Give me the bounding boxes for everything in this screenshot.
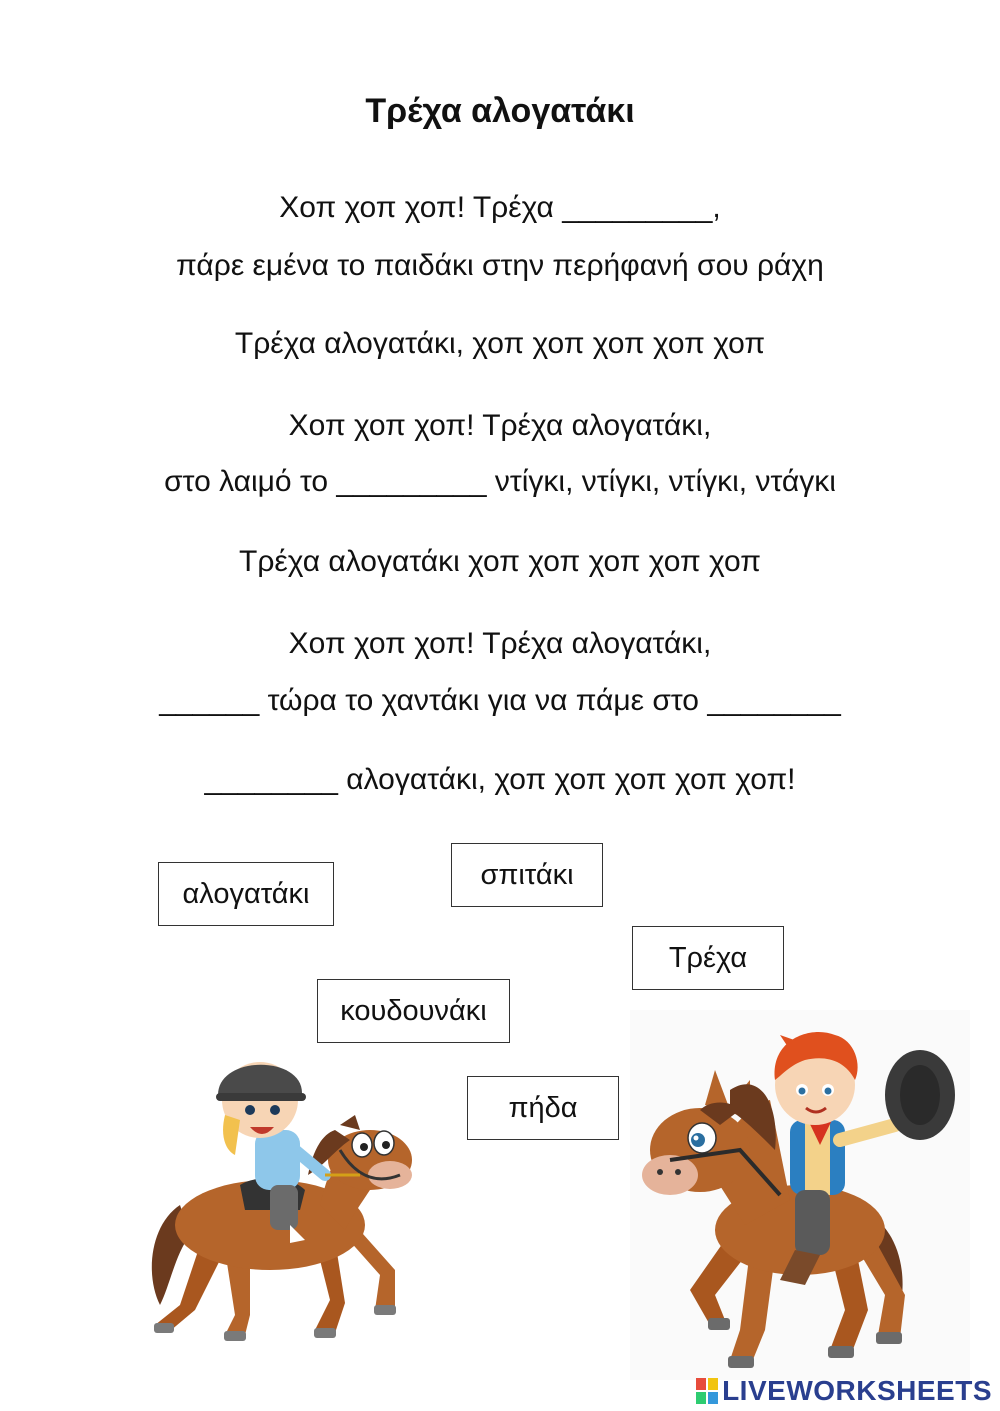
lyric-line-4: Χοπ χοπ χοπ! Τρέχα αλογατάκι, (288, 409, 712, 442)
boy-on-horse-illustration (630, 1010, 970, 1380)
girl-on-pony-illustration (140, 1035, 420, 1345)
lyric-line-9: ________ αλογατάκι, χοπ χοπ χοπ χοπ χοπ! (204, 763, 796, 796)
page-title: Τρέχα αλογατάκι (365, 92, 635, 130)
word-card-trecha[interactable]: Τρέχα (632, 926, 784, 990)
word-card-pida[interactable]: πήδα (467, 1076, 619, 1140)
lyric-line-7: Χοπ χοπ χοπ! Τρέχα αλογατάκι, (288, 627, 712, 660)
lyric-line-6: Τρέχα αλογατάκι χοπ χοπ χοπ χοπ χοπ (239, 545, 761, 578)
liveworksheets-watermark (696, 1375, 992, 1407)
word-card-spitaki[interactable]: σπιτάκι (451, 843, 603, 907)
lyric-line-8: ______ τώρα το χαντάκι για να πάμε στο ________ (159, 684, 841, 717)
lyric-line-3: Τρέχα αλογατάκι, χοπ χοπ χοπ χοπ χοπ (234, 327, 766, 360)
lyric-line-2: πάρε εμένα το παιδάκι στην περήφανή σου ράχη (176, 249, 824, 282)
word-card-koudounaki[interactable]: κουδουνάκι (317, 979, 510, 1043)
lyric-line-1: Χοπ χοπ χοπ! Τρέχα _________, (279, 191, 721, 224)
lyric-line-5: στο λαιμό το _________ ντίγκι, ντίγκι, ντίγκι, ντάγκι (164, 465, 836, 498)
watermark-text: LIVEWORKSHEETS (722, 1375, 992, 1406)
word-card-alogataki[interactable]: αλογατάκι (158, 862, 334, 926)
liveworksheets-logo-icon (696, 1378, 718, 1404)
